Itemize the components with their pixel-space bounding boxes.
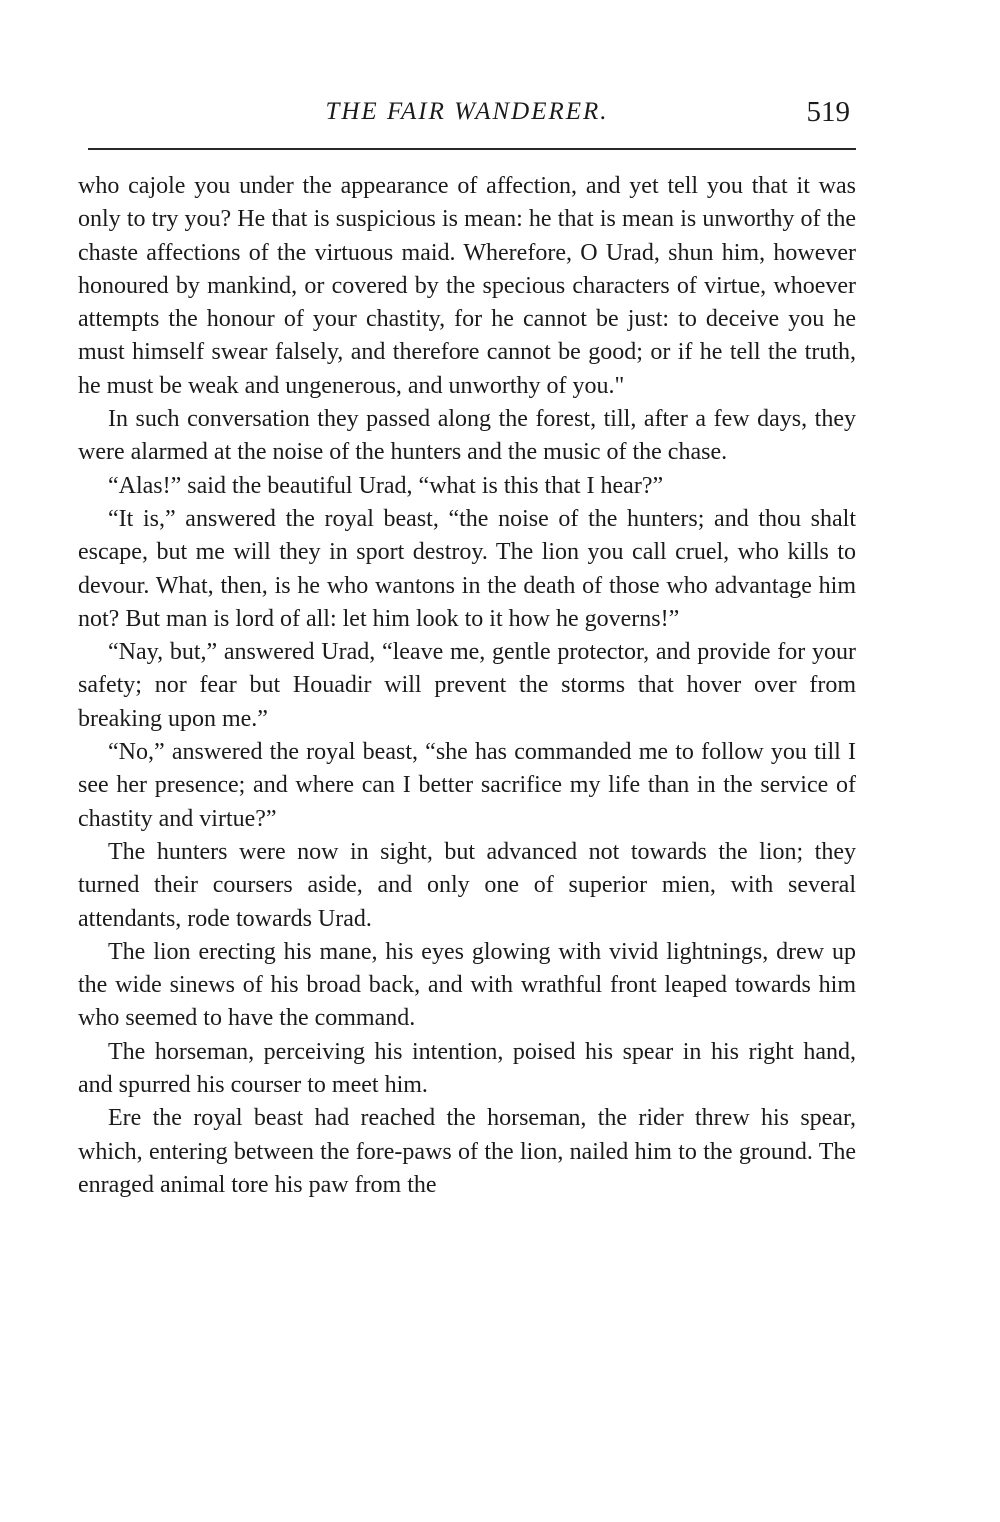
paragraph: The hunters were now in sight, but advanced not towards the lion; they turned their coursers aside, and only one of superior mien, with several attendants, rode towards Urad. <box>78 838 856 932</box>
paragraph: “It is,” answered the royal beast, “the noise of the hunters; and thou shalt escape, but me will they in sport destroy. The lion you call cruel, who kills to devour. What, then, is he who wantons in the death of those who advantage him not? But man is lord of all: let him look to it how he governs!” <box>78 505 856 632</box>
paragraph: In such conversation they passed along the forest, till, after a few days, they were alarmed at the noise of the hunters and the music of the chase. <box>78 406 856 466</box>
paragraph: The lion erecting his mane, his eyes glowing with vivid lightnings, drew up the wide sinews of his broad back, and with wrathful front leaped towards him who seemed to have the command. <box>78 938 856 1032</box>
paragraph: The horseman, perceiving his intention, poised his spear in his right hand, and spurred his courser to meet him. <box>78 1038 856 1099</box>
paragraph: Ere the royal beast had reached the horseman, the rider threw his spear, which, entering between the fore-paws of the lion, nailed him to the ground. The enraged animal tore his paw from the <box>78 1105 856 1198</box>
paragraph: “No,” answered the royal beast, “she has commanded me to follow you till I see her presence; and where can I better sacrifice my life than in the service of chastity and virtue?” <box>78 739 856 832</box>
running-title: THE FAIR WANDERER. <box>325 98 609 125</box>
running-head <box>78 98 856 134</box>
page-number: 519 <box>806 96 850 128</box>
paragraph: “Nay, but,” answered Urad, “leave me, gentle protector, and provide for your safety; nor fear but Houadir will prevent the storms that hover over from breaking upon me.” <box>78 639 856 732</box>
paragraph: who cajole you under the appearance of affection, and yet tell you that it was only to try you? He that is suspicious is mean: he that is mean is unworthy of the chaste affections of the virtuous maid. Wherefore, O Urad, shun him, however honoured by mankind, or covered by the specious characters of virtue, whoever attempts the honour of your chastity, for he cannot be just: to deceive you he must himself swear falsely, and therefore cannot be good; or if he tell the truth, he must be weak and ungenerous, and unworthy of you." <box>78 173 856 399</box>
header-rule <box>88 148 856 150</box>
body-text <box>78 170 856 1202</box>
paragraph: “Alas!” said the beautiful Urad, “what is this that I hear?” <box>108 472 664 499</box>
